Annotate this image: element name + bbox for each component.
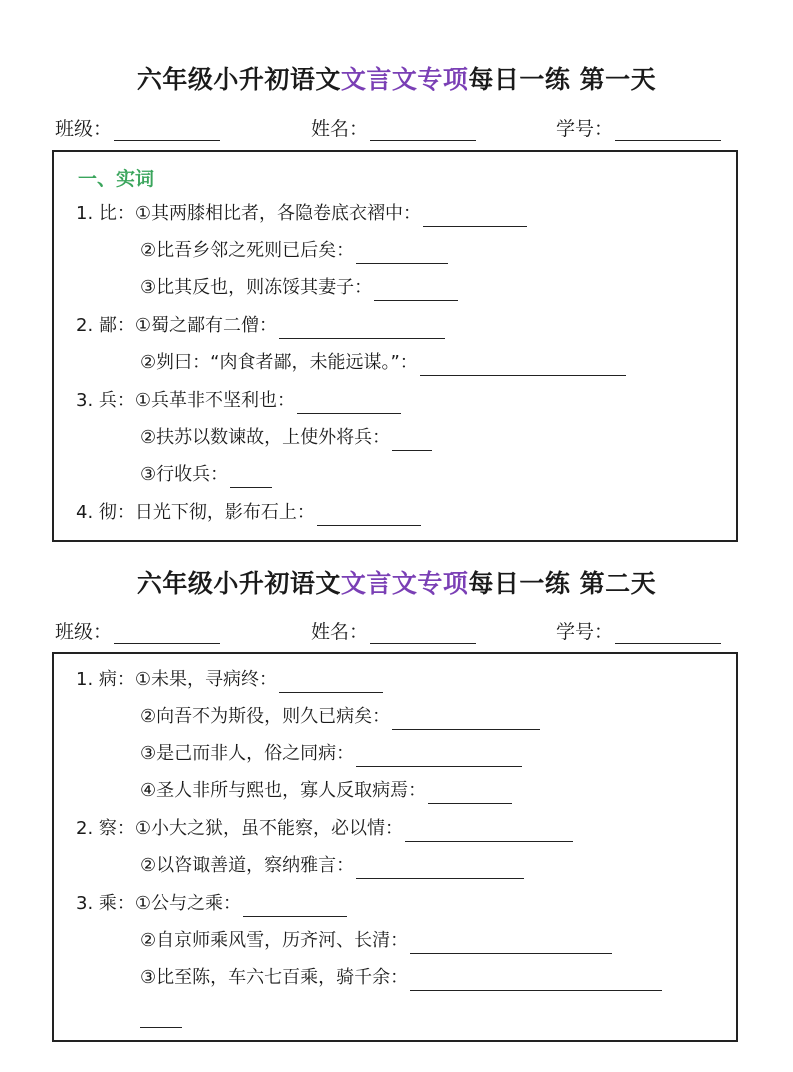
day2-item-5: 2. 察：①小大之狱，虽不能察，必以情： — [76, 816, 573, 842]
day1-title — [0, 60, 793, 96]
answer-blank[interactable] — [230, 467, 272, 488]
day2-title-pre: 六年级小升初语文 — [136, 569, 341, 598]
day2-title — [0, 564, 793, 600]
day2-item-8: ②自京师乘风雪，历齐河、长清： — [140, 928, 612, 954]
answer-blank[interactable] — [356, 746, 522, 767]
answer-blank[interactable] — [410, 970, 662, 991]
day1-item-6: 3. 兵：①兵革非不坚利也： — [76, 388, 401, 414]
day2-item-2: ②向吾不为斯役，则久已病矣： — [140, 704, 540, 730]
answer-blank[interactable] — [356, 243, 448, 264]
day2-item-7: 3. 乘：①公与之乘： — [76, 891, 347, 917]
day2-meta-row — [0, 617, 793, 647]
day2-item-4: ④圣人非所与熙也，寡人反取病焉： — [140, 778, 512, 804]
day2-item-9-continued — [140, 1002, 182, 1028]
answer-blank[interactable] — [405, 821, 573, 842]
answer-blank[interactable] — [423, 206, 527, 227]
day2-item-9: ③比至陈，车六七百乘，骑千余： — [140, 965, 662, 991]
day1-exercise-box — [52, 150, 738, 542]
day1-class-blank[interactable] — [114, 118, 220, 141]
day2-name-blank[interactable] — [370, 621, 476, 644]
answer-blank[interactable] — [356, 858, 524, 879]
day1-item-8: ③行收兵： — [140, 462, 272, 488]
day1-item-2: ②比吾乡邻之死则已后矣： — [140, 238, 448, 264]
day2-class-field[interactable] — [55, 617, 220, 644]
day2-id-label: 学号： — [556, 621, 614, 643]
answer-blank[interactable] — [374, 280, 458, 301]
answer-blank[interactable] — [243, 896, 347, 917]
day1-title-post: 每日一练 第一天 — [468, 65, 657, 94]
day1-class-label: 班级： — [55, 118, 113, 140]
day2-title-accent: 文言文专项 — [340, 569, 469, 598]
day1-name-field[interactable] — [311, 114, 476, 141]
day1-title-accent: 文言文专项 — [340, 65, 469, 94]
day1-id-blank[interactable] — [615, 118, 721, 141]
day1-item-9: 4. 彻：日光下彻，影布石上： — [76, 500, 421, 526]
day1-id-field[interactable] — [556, 114, 721, 141]
day1-item-4: 2. 鄙：①蜀之鄙有二僧： — [76, 313, 445, 339]
day1-item-5: ②刿曰：“肉食者鄙，未能远谋。”： — [140, 350, 626, 376]
day1-item-3: ③比其反也，则冻馁其妻子： — [140, 275, 458, 301]
answer-blank[interactable] — [140, 1007, 182, 1028]
day1-item-1: 1. 比：①其两膝相比者，各隐卷底衣褶中： — [76, 201, 527, 227]
day2-title-post: 每日一练 第二天 — [468, 569, 657, 598]
day2-name-field[interactable] — [311, 617, 476, 644]
day2-class-label: 班级： — [55, 621, 113, 643]
answer-blank[interactable] — [279, 672, 383, 693]
day2-id-field[interactable] — [556, 617, 721, 644]
day2-class-blank[interactable] — [114, 621, 220, 644]
answer-blank[interactable] — [428, 783, 512, 804]
day2-item-3: ③是己而非人，俗之同病： — [140, 741, 522, 767]
answer-blank[interactable] — [392, 430, 432, 451]
day1-title-pre: 六年级小升初语文 — [136, 65, 341, 94]
answer-blank[interactable] — [420, 355, 626, 376]
day1-name-label: 姓名： — [311, 118, 369, 140]
day2-item-1: 1. 病：①未果，寻病终： — [76, 667, 383, 693]
answer-blank[interactable] — [279, 318, 445, 339]
answer-blank[interactable] — [297, 393, 401, 414]
answer-blank[interactable] — [392, 709, 540, 730]
answer-blank[interactable] — [317, 505, 421, 526]
day2-name-label: 姓名： — [311, 621, 369, 643]
day1-section-title: 一、实词 — [78, 168, 155, 190]
day2-item-6: ②以咨诹善道，察纳雅言： — [140, 853, 524, 879]
day1-item-7: ②扶苏以数谏故，上使外将兵： — [140, 425, 432, 451]
answer-blank[interactable] — [410, 933, 612, 954]
day1-class-field[interactable] — [55, 114, 220, 141]
day1-id-label: 学号： — [556, 118, 614, 140]
day2-exercise-box — [52, 652, 738, 1042]
day1-meta-row — [0, 114, 793, 144]
day2-id-blank[interactable] — [615, 621, 721, 644]
day1-name-blank[interactable] — [370, 118, 476, 141]
